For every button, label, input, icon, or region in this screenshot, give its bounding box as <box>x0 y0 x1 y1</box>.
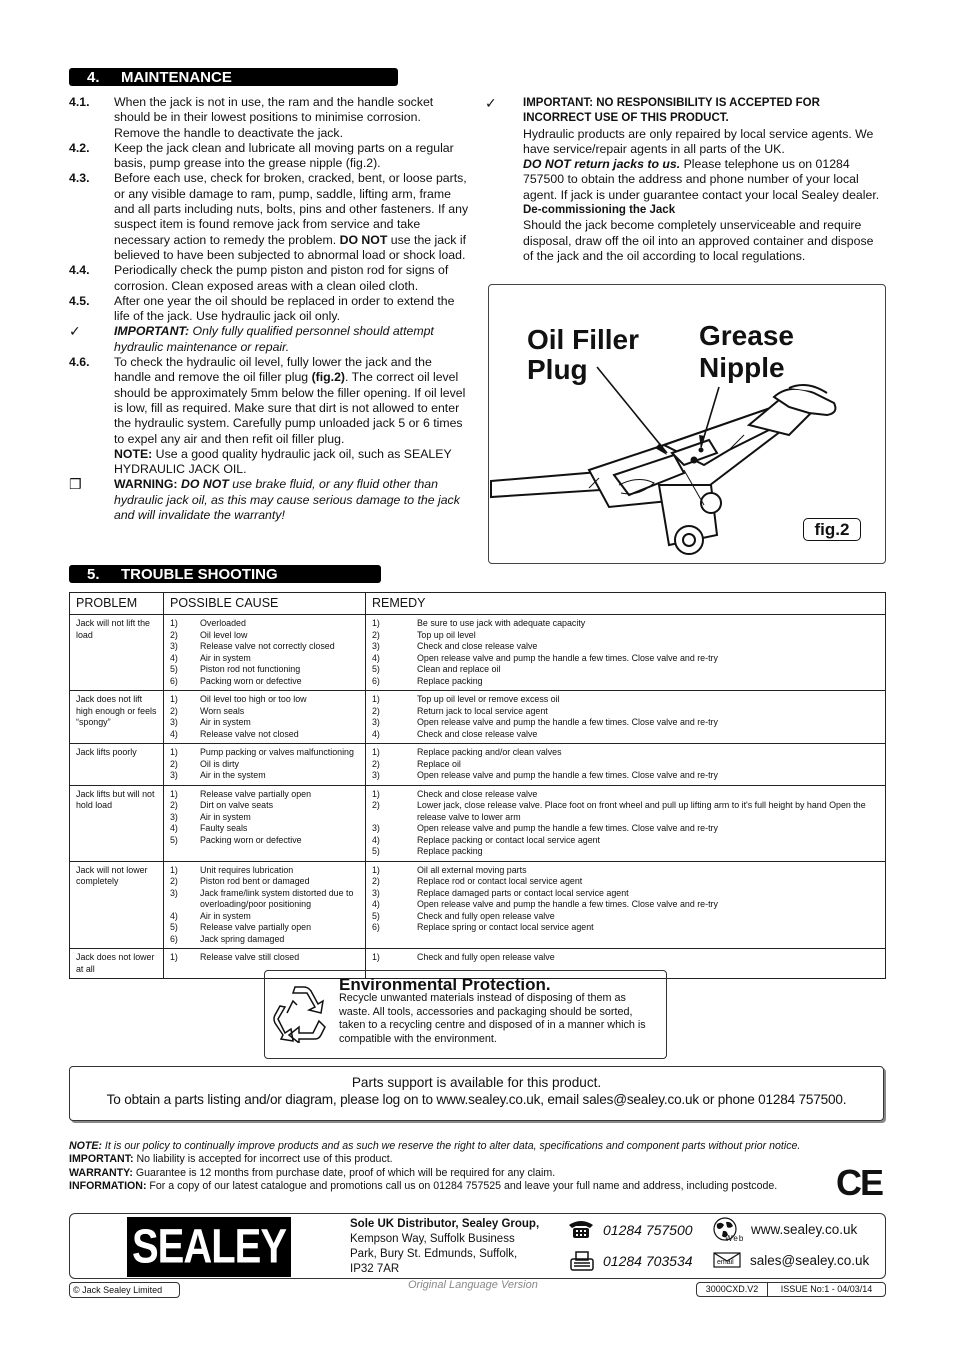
maintenance-item <box>69 355 469 477</box>
item46-a: To check the hydraulic oil level, fully lower the jack and the handle and remove the oil filler plug <box>114 355 432 385</box>
tick-icon: ✓ <box>69 323 81 340</box>
item-index: 2) <box>372 876 380 886</box>
item-index: 2) <box>372 705 380 716</box>
environment-title: Environmental Protection. <box>339 975 551 994</box>
item-index: 5) <box>170 834 178 845</box>
item-index: 1) <box>170 618 178 628</box>
remedy-item <box>372 653 879 665</box>
item-index: 3) <box>372 641 380 651</box>
model-code: 3000CXD.V2 <box>697 1283 768 1296</box>
header-problem: PROBLEM <box>70 593 164 615</box>
parts-support-line-2: To obtain a parts listing and/or diagram, please log on to www.sealey.co.uk, email sales@sealey.co.uk or phone 01284 757500. <box>106 1092 847 1107</box>
trouble-heading <box>69 565 381 583</box>
header-remedy: REMEDY <box>366 593 886 615</box>
item-text: Release valve not correctly closed <box>200 641 335 651</box>
warning-body: use brake fluid, or any fluid other than hydraulic jack oil, as this may cause serious damage to the jack and will invalidate the warranty! <box>114 477 460 523</box>
cause-item <box>170 911 359 923</box>
trouble-number: 5. <box>87 566 100 583</box>
remedy-item <box>372 922 879 934</box>
remedy-item <box>372 676 879 688</box>
item-text: Open release valve and pump the handle a few times. Close valve and re-try <box>417 652 718 663</box>
note-text: Use a good quality hydraulic jack oil, such as SEALEY HYDRAULIC JACK OIL. <box>114 446 452 477</box>
item-text: Overloaded <box>200 618 246 628</box>
remedy-cell <box>366 615 886 691</box>
table-row <box>70 861 886 949</box>
important-paragraph: Hydraulic products are only repaired by local service agents. We have service/repair agents in all parts of the UK. <box>523 126 874 156</box>
item-index: 4) <box>170 823 178 833</box>
item-text: Open release valve and pump the handle a few times. Close valve and re-try <box>417 823 718 833</box>
tick-icon: ✓ <box>485 95 497 111</box>
cause-item <box>170 952 359 964</box>
problem-cell: Jack lifts but will not hold load <box>70 785 164 861</box>
maintenance-item <box>69 263 469 294</box>
cause-item <box>170 812 359 824</box>
item-number: 4.2. <box>69 140 90 155</box>
table-row <box>70 744 886 786</box>
remedy-item <box>372 706 879 718</box>
cause-cell <box>164 861 366 949</box>
sealey-logo-text: SEALEY <box>131 1220 287 1273</box>
item-text: Replace packing <box>417 846 483 856</box>
problem-cell: Jack lifts poorly <box>70 744 164 786</box>
cause-item <box>170 618 359 630</box>
item-index: 5) <box>372 910 380 921</box>
distributor-name: Sole UK Distributor, Sealey Group, <box>350 1218 540 1230</box>
trouble-title: TROUBLE SHOOTING <box>121 566 278 583</box>
environment-text: Recycle unwanted materials instead of disposing of them as waste. All tools, accessories and packaging should be sorted, taken to a recycling centre and disposed of in a manner which is compatible with the environment. <box>339 992 646 1045</box>
item-text: Replace spring or contact local service agent <box>417 922 594 932</box>
important-line <box>69 1153 839 1166</box>
maintenance-item <box>69 95 469 141</box>
footer-box <box>69 1213 886 1279</box>
item-text: Check and fully open release valve <box>417 910 555 921</box>
cause-item <box>170 653 359 665</box>
sealey-logo <box>127 1217 291 1277</box>
maintenance-title: MAINTENANCE <box>121 69 232 86</box>
remedy-item <box>372 630 879 642</box>
warning-label: WARNING: <box>114 477 178 492</box>
cause-cell <box>164 785 366 861</box>
maintenance-item <box>69 294 469 325</box>
cause-item <box>170 922 359 934</box>
problem-cell: Jack does not lift high enough or feels “spongy” <box>70 691 164 744</box>
fig-label-box <box>803 518 861 541</box>
parts-support-line-1: Parts support is available for this product. <box>351 1075 602 1090</box>
important-body: Only fully qualified personnel should attempt hydraulic maintenance or repair. <box>114 324 434 354</box>
figure-jack-diagram <box>488 284 886 564</box>
item-text-main: Before each use, check for broken, cracked, bent, or loose parts, or any visible damage to ram, pump, saddle, lifting arm, frame and all parts including nuts, bolts, pins and other fasteners. If any suspect item is found remove jack from service and take necessary action to remedy the problem. <box>114 171 469 247</box>
item-index: 2) <box>372 629 380 640</box>
remedy-item <box>372 618 879 630</box>
information-text: For a copy of our latest catalogue and promotions call us on 01284 757525 and leave your full name and address, including postcode. <box>146 1180 778 1193</box>
maintenance-important <box>69 324 469 355</box>
fax-icon <box>569 1250 595 1272</box>
remedy-item <box>372 717 879 729</box>
item-index: 3) <box>170 717 178 727</box>
warranty-label: WARRANTY: <box>69 1166 133 1179</box>
item-text: Release valve partially open <box>200 788 312 799</box>
item-index: 4) <box>372 728 380 739</box>
item-index: 5) <box>170 664 178 674</box>
item-index: 1) <box>170 864 178 875</box>
environmental-protection-box <box>264 970 667 1059</box>
cause-item <box>170 747 359 759</box>
item-text: Replace packing <box>417 675 483 686</box>
item-text: Oil is dirty <box>200 758 239 769</box>
parts-support-box <box>69 1066 884 1121</box>
item-text: Lower jack, close release valve. Place foot on front wheel and pull up lifting arm to it's full height by hand Open the release valve to lower arm <box>417 800 866 822</box>
item-text: Dirt on valve seats <box>200 800 274 810</box>
cause-item <box>170 865 359 877</box>
checkbox-icon: ❒ <box>69 476 82 493</box>
remedy-item <box>372 899 879 911</box>
item-index: 1) <box>372 618 380 628</box>
cause-item <box>170 717 359 729</box>
item-text: Release valve partially open <box>200 922 312 932</box>
note-label: NOTE: <box>114 446 153 461</box>
item-text: Air in system <box>200 811 251 822</box>
maintenance-item <box>69 141 469 172</box>
item-index: 6) <box>372 675 380 686</box>
cause-item <box>170 823 359 835</box>
item46-c: . The correct oil level should be approximately 5mm below the filler opening. If oil level is low, fill as required. Make sure that dirt is not allowed to enter the hydraulic system. Carefully pump unloaded jack 5 or 6 times to expel any air and then refit oil filler plug. <box>114 370 466 446</box>
remedy-cell <box>366 744 886 786</box>
remedy-item <box>372 911 879 923</box>
remedy-item <box>372 823 879 835</box>
maintenance-item <box>69 171 469 263</box>
phone-number: 01284 757500 <box>603 1222 693 1238</box>
copyright: © Jack Sealey Limited <box>73 1285 163 1295</box>
telephone-icon <box>567 1219 595 1239</box>
item-index: 6) <box>170 675 178 686</box>
remedy-cell <box>366 691 886 744</box>
cause-item <box>170 706 359 718</box>
item-index: 3) <box>372 770 380 780</box>
cause-item <box>170 800 359 812</box>
important-label: IMPORTANT: <box>69 1153 134 1166</box>
item-text: Unit requires lubrication <box>200 864 294 875</box>
cause-item <box>170 676 359 688</box>
copyright-box <box>69 1282 180 1298</box>
item-text: Open release valve and pump the handle a few times. Close valve and re-try <box>417 770 718 780</box>
legal-notes <box>69 1140 839 1194</box>
grease-line-1: Grease <box>699 320 794 351</box>
email-icon-label: email <box>717 1259 734 1266</box>
cause-cell <box>164 744 366 786</box>
remedy-item <box>372 846 879 858</box>
cause-item <box>170 888 359 911</box>
maintenance-heading <box>69 68 398 86</box>
remedy-item <box>372 888 879 900</box>
item-text-after: use the jack if believed to have been subjected to abnormal load or shock load. <box>114 232 466 262</box>
item-index: 1) <box>170 952 178 962</box>
item-text: Top up oil level <box>417 629 476 640</box>
item-text: Release valve still closed <box>200 952 300 962</box>
web-icon-label: Web <box>725 1234 745 1243</box>
item-text: Jack frame/link system distorted due to overloading/poor positioning <box>200 887 354 909</box>
decommissioning-text: Should the jack become completely unserviceable and require disposal, draw off the oil into an approved container and dispose of the jack and the oil according to local regulations. <box>523 218 874 263</box>
information-line <box>69 1180 839 1193</box>
remedy-item <box>372 876 879 888</box>
ce-mark-icon: CE <box>836 1162 883 1203</box>
warranty-line <box>69 1167 839 1180</box>
information-label: INFORMATION: <box>69 1180 147 1193</box>
issue-number: ISSUE No:1 - 04/03/14 <box>780 1284 873 1294</box>
header-cause: POSSIBLE CAUSE <box>164 593 366 615</box>
item-text: Return jack to local service agent <box>417 705 548 716</box>
remedy-item <box>372 641 879 653</box>
item-text: Check and close release valve <box>417 641 538 651</box>
item-index: 3) <box>170 641 178 651</box>
item-text: Replace rod or contact local service agent <box>417 876 583 886</box>
item-index: 2) <box>170 876 178 886</box>
item-index: 1) <box>170 694 178 704</box>
fax-number: 01284 703534 <box>603 1253 693 1269</box>
address-line-1: Kempson Way, Suffolk Business <box>350 1233 515 1245</box>
remedy-item <box>372 759 879 771</box>
item-text: Oil level too high or too low <box>200 694 307 704</box>
cause-item <box>170 641 359 653</box>
cause-item <box>170 835 359 847</box>
oil-filler-plug-label <box>527 325 639 385</box>
item-text: Top up oil level or remove excess oil <box>417 694 560 704</box>
item-index: 3) <box>170 770 178 780</box>
remedy-item <box>372 747 879 759</box>
maintenance-warning <box>69 477 469 523</box>
warning-emphasis: DO NOT <box>180 477 229 492</box>
item-index: 2) <box>170 758 178 769</box>
item-text: Periodically check the pump piston and piston rod for signs of corrosion. Clean exposed areas with a clean oiled cloth. <box>114 263 449 293</box>
item-text: Packing worn or defective <box>200 675 302 686</box>
table-row <box>70 785 886 861</box>
cause-item <box>170 759 359 771</box>
item-index: 4) <box>170 728 178 739</box>
item-text: Replace oil <box>417 758 461 769</box>
item-index: 6) <box>170 933 178 944</box>
item-number: 4.1. <box>69 95 90 109</box>
problem-cell: Jack will not lower completely <box>70 861 164 949</box>
item-index: 3) <box>170 811 178 822</box>
cause-item <box>170 729 359 741</box>
item-text: After one year the oil should be replaced in order to extend the life of the jack. Use hydraulic jack oil only. <box>114 293 455 324</box>
item-text: Air in the system <box>200 770 266 780</box>
item-number: 4.3. <box>69 171 90 186</box>
address-line-2: Park, Bury St. Edmunds, Suffolk, <box>350 1248 518 1260</box>
item-number: 4.4. <box>69 263 90 278</box>
item-index: 5) <box>170 922 178 932</box>
item-text: Packing worn or defective <box>200 834 302 845</box>
cause-item <box>170 876 359 888</box>
remedy-item <box>372 729 879 741</box>
item-text <box>114 355 469 477</box>
cause-item <box>170 934 359 946</box>
grease-nipple-label <box>699 320 794 384</box>
remedy-item <box>372 800 879 823</box>
item-text <box>114 171 469 263</box>
item-index: 3) <box>372 717 380 727</box>
item-text: Piston rod bent or damaged <box>200 876 310 886</box>
item-text: Air in system <box>200 652 251 663</box>
oil-filler-line-2: Plug <box>527 354 588 385</box>
item-text: Air in system <box>200 717 251 727</box>
item-index: 4) <box>372 899 380 909</box>
remedy-cell <box>366 785 886 861</box>
item-index: 2) <box>170 705 178 716</box>
problem-cell: Jack does not lower at all <box>70 949 164 979</box>
table-row <box>70 691 886 744</box>
item-index: 6) <box>372 922 380 932</box>
remedy-cell <box>366 861 886 949</box>
grease-line-2: Nipple <box>699 352 785 383</box>
item-index: 4) <box>170 652 178 663</box>
important-heading: IMPORTANT: NO RESPONSIBILITY IS ACCEPTED FOR INCORRECT USE OF THIS PRODUCT. <box>523 97 820 125</box>
item-index: 1) <box>170 747 178 757</box>
item-index: 1) <box>372 952 380 962</box>
item-text: Oil all external moving parts <box>417 864 527 875</box>
remedy-item <box>372 789 879 801</box>
item-text: When the jack is not in use, the ram and the handle socket should be in their lowest positions to minimise corrosion. Remove the handle to deactivate the jack. <box>114 95 434 140</box>
original-language: Original Language Version <box>408 1279 538 1291</box>
item-number: 4.5. <box>69 293 90 308</box>
table-row <box>70 615 886 691</box>
item-text: Open release valve and pump the handle a few times. Close valve and re-try <box>417 899 718 909</box>
note-line <box>69 1140 839 1153</box>
remedy-item <box>372 770 879 782</box>
item-text: Be sure to use jack with adequate capacity <box>417 618 586 628</box>
table-header-row <box>70 593 886 615</box>
item-text: Worn seals <box>200 705 245 716</box>
item-index: 1) <box>372 747 380 757</box>
item-index: 4) <box>170 910 178 921</box>
item-index: 2) <box>372 800 380 810</box>
item-text: Check and close release valve <box>417 788 538 799</box>
item-text: Open release valve and pump the handle a few times. Close valve and re-try <box>417 717 718 727</box>
item-text: Release valve not closed <box>200 728 299 739</box>
item-index: 1) <box>372 788 380 799</box>
important-block <box>485 96 885 264</box>
remedy-item <box>372 694 879 706</box>
cause-item <box>170 789 359 801</box>
fig-label: fig.2 <box>814 520 850 539</box>
cause-item <box>170 770 359 782</box>
item-text: Oil level low <box>200 629 248 640</box>
item-index: 5) <box>372 664 380 674</box>
item-text: Check and close release valve <box>417 728 538 739</box>
item-index: 1) <box>372 864 380 875</box>
item-text: Replace damaged parts or contact local service agent <box>417 887 629 898</box>
item-text: Keep the jack clean and lubricate all moving parts on a regular basis, pump grease into the grease nipple (fig.2). <box>114 140 454 171</box>
decommissioning-heading: De-commissioning the Jack <box>523 204 676 217</box>
do-not-label: DO NOT <box>339 232 388 247</box>
cause-item <box>170 630 359 642</box>
important-paragraph-2-text: Please telephone us on 01284 757500 to obtain the address and phone number of your local agent. If jack is under guarantee contact your local Sealey dealer. <box>523 157 880 202</box>
item-text: Air in system <box>200 910 251 921</box>
item-index: 1) <box>170 788 178 799</box>
note-text: It is our policy to continually improve products and as such we reserve the right to alter data, specifications and component parts without prior notice. <box>101 1140 801 1152</box>
item-index: 2) <box>372 758 380 769</box>
remedy-item <box>372 664 879 676</box>
oil-filler-line-1: Oil Filler <box>527 324 640 355</box>
item-number: 4.6. <box>69 355 90 370</box>
item-index: 4) <box>372 834 380 845</box>
address-line-3: IP32 7AR <box>350 1263 400 1275</box>
item-text: Faulty seals <box>200 823 248 833</box>
remedy-item <box>372 952 879 964</box>
trouble-table <box>69 592 886 979</box>
maintenance-list <box>69 95 469 523</box>
cause-item <box>170 664 359 676</box>
problem-cell: Jack will not lift the load <box>70 615 164 691</box>
item-text: Replace packing and/or clean valves <box>417 747 562 757</box>
item-text: Clean and replace oil <box>417 664 501 674</box>
remedy-item <box>372 835 879 847</box>
cause-cell <box>164 691 366 744</box>
item-index: 2) <box>170 800 178 810</box>
cause-item <box>170 694 359 706</box>
item-index: 2) <box>170 629 178 640</box>
issue-box <box>696 1282 886 1297</box>
item-text: Pump packing or valves malfunctioning <box>200 747 354 757</box>
item-index: 3) <box>372 887 380 898</box>
important-paragraph-2 <box>523 157 885 203</box>
recycle-icon <box>271 985 329 1043</box>
table-body <box>70 615 886 979</box>
distributor-address <box>350 1217 539 1277</box>
item-text: Check and fully open release valve <box>417 952 555 962</box>
important-text: No liability is accepted for incorrect use of this product. <box>133 1153 393 1166</box>
remedy-item <box>372 865 879 877</box>
item-text: Piston rod not functioning <box>200 664 301 674</box>
item-text: Replace packing or contact local service agent <box>417 834 601 845</box>
important-text <box>114 324 469 355</box>
warranty-text: Guarantee is 12 months from purchase date, proof of which will be required for any claim. <box>132 1166 556 1179</box>
website[interactable]: www.sealey.co.uk <box>751 1222 858 1237</box>
note-label: NOTE: <box>69 1140 102 1152</box>
important-label: IMPORTANT: <box>114 324 190 339</box>
item-text: Jack spring damaged <box>200 933 285 944</box>
item-index: 3) <box>170 887 178 898</box>
fig-reference: (fig.2) <box>311 370 346 385</box>
item-index: 1) <box>372 694 380 704</box>
item-index: 4) <box>372 652 380 663</box>
maintenance-number: 4. <box>87 69 100 86</box>
item-index: 5) <box>372 846 380 856</box>
warning-text <box>114 477 469 523</box>
item-index: 3) <box>372 823 380 833</box>
do-not-return: DO NOT return jacks to us. <box>523 157 681 172</box>
trouble-table-wrap <box>69 592 886 979</box>
cause-cell <box>164 615 366 691</box>
email-address[interactable]: sales@sealey.co.uk <box>750 1253 870 1268</box>
